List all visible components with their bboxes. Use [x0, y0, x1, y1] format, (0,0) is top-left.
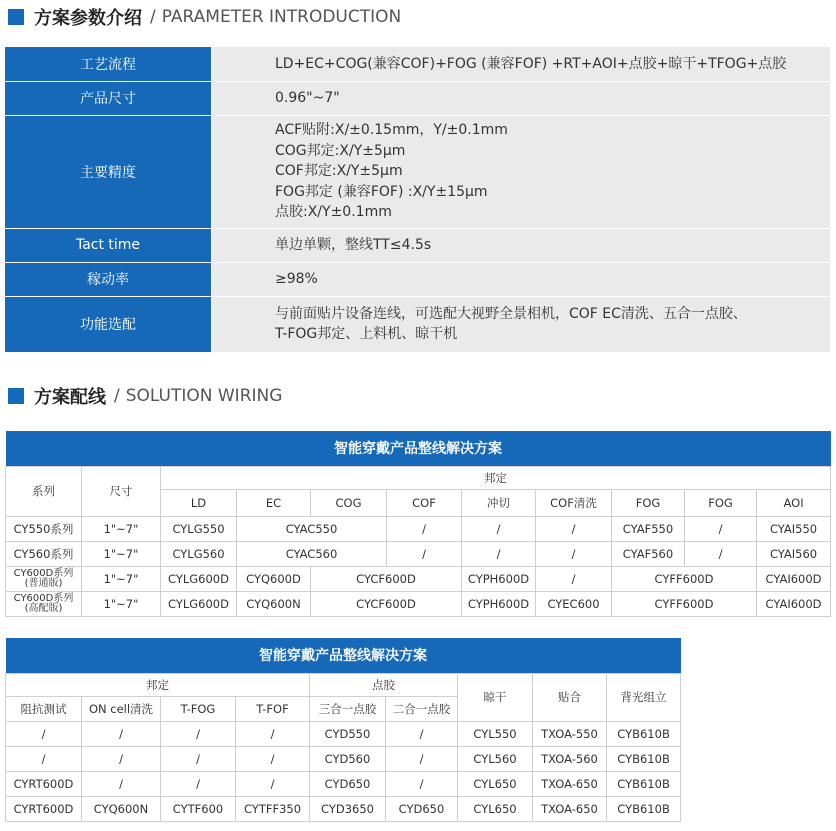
header-size: 尺寸	[82, 466, 161, 516]
section-title-cn: 方案参数介绍	[34, 8, 142, 29]
series-line: (高配版)	[24, 602, 63, 614]
cell: /	[236, 746, 310, 771]
cell: CYEC600	[536, 591, 612, 616]
param-value-line: 单边单颗，整线TT≤4.5s	[275, 236, 432, 253]
cell: CYTF600	[161, 796, 236, 821]
cell: /	[82, 746, 161, 771]
table-title: 智能穿戴产品整线解决方案	[6, 431, 831, 466]
cell: CYLG600D	[161, 591, 237, 616]
section-square-icon	[8, 9, 24, 25]
header-col: FOG	[685, 489, 757, 516]
table-row	[6, 591, 831, 616]
section-title-cn: 方案配线	[34, 387, 106, 408]
param-key: 功能选配	[5, 296, 212, 352]
header-col: 二合一点胶	[386, 696, 458, 721]
cell: CYB610B	[607, 796, 681, 821]
param-row	[5, 296, 830, 352]
cell: /	[386, 746, 458, 771]
cell: CYAI600D	[757, 566, 831, 591]
param-key: 工艺流程	[5, 47, 212, 81]
header-bond: 邦定	[161, 466, 831, 489]
header-col: T-FOG	[161, 696, 236, 721]
cell: CYAI560	[757, 541, 831, 566]
cell: /	[161, 746, 236, 771]
cell: /	[387, 541, 462, 566]
param-value	[212, 47, 831, 81]
cell: CYPH600D	[462, 591, 536, 616]
table-row	[6, 566, 831, 591]
header-col: ON cell清洗	[82, 696, 161, 721]
param-row	[5, 262, 830, 296]
section-title-en: PARAMETER INTRODUCTION	[161, 7, 402, 27]
section-header-parameter	[8, 4, 401, 30]
header-bond: 邦定	[6, 673, 310, 696]
cell: CYLG560	[161, 541, 237, 566]
cell: CYD3650	[310, 796, 386, 821]
cell: CYL650	[458, 771, 533, 796]
param-value-line: ≥98%	[275, 270, 318, 287]
table-row	[6, 746, 681, 771]
cell: 1"~7"	[82, 541, 161, 566]
header-col: 三合一点胶	[310, 696, 386, 721]
param-value	[212, 262, 831, 296]
header-attach: 贴合	[533, 673, 607, 721]
parameter-table	[5, 47, 830, 353]
param-value	[212, 228, 831, 262]
header-backlight: 背光组立	[607, 673, 681, 721]
header-col: FOG	[612, 489, 685, 516]
cell: /	[161, 721, 236, 746]
header-col: AOI	[757, 489, 831, 516]
param-row	[5, 81, 830, 115]
cell: 1"~7"	[82, 591, 161, 616]
cell: CYRT600D	[6, 771, 82, 796]
cell: CYAI600D	[757, 591, 831, 616]
cell: TXOA-550	[533, 721, 607, 746]
section-header-wiring	[8, 383, 282, 409]
param-value-line: 与前面贴片设备连线，可选配大视野全景相机，COF EC清洗、五合一点胶、	[275, 305, 747, 322]
table-header-row	[6, 673, 681, 696]
param-row	[5, 228, 830, 262]
param-value	[212, 115, 831, 228]
header-col: COF清洗	[536, 489, 612, 516]
param-value	[212, 296, 831, 352]
cell: CYQ600N	[237, 591, 311, 616]
header-dry: 晾干	[458, 673, 533, 721]
param-value-line: FOG邦定 (兼容FOF) :X/Y±15μm	[275, 183, 488, 200]
cell: CYLG600D	[161, 566, 237, 591]
param-key: 产品尺寸	[5, 81, 212, 115]
param-key: Tact time	[5, 228, 212, 262]
cell: CYAF560	[612, 541, 685, 566]
cell: CYFF600D	[612, 566, 757, 591]
cell: CYCF600D	[311, 566, 462, 591]
cell: /	[387, 516, 462, 541]
cell: 1"~7"	[82, 516, 161, 541]
cell: /	[236, 771, 310, 796]
cell: CYL550	[458, 721, 533, 746]
cell: 1"~7"	[82, 566, 161, 591]
param-value	[212, 81, 831, 115]
cell: CYD650	[310, 771, 386, 796]
cell: /	[386, 771, 458, 796]
cell: CYQ600D	[237, 566, 311, 591]
cell: /	[82, 771, 161, 796]
header-col: COF	[387, 489, 462, 516]
series-line: CY600D系列	[13, 592, 74, 604]
param-key: 主要精度	[5, 115, 212, 228]
cell: CYAC550	[237, 516, 387, 541]
cell: CY550系列	[6, 516, 82, 541]
param-row	[5, 115, 830, 228]
cell: CYAC560	[237, 541, 387, 566]
cell: /	[536, 566, 612, 591]
header-series: 系列	[6, 466, 82, 516]
table-row	[6, 516, 831, 541]
header-col: LD	[161, 489, 237, 516]
param-value-line: COF邦定:X/Y±5μm	[275, 163, 403, 180]
cell: CYD650	[386, 796, 458, 821]
cell: /	[536, 516, 612, 541]
table-title: 智能穿戴产品整线解决方案	[6, 638, 681, 673]
param-value-line: 0.96"~7"	[275, 89, 340, 106]
table-header-row	[6, 466, 831, 489]
series-line: (普通版)	[24, 577, 63, 589]
cell: CYD560	[310, 746, 386, 771]
table-row	[6, 721, 681, 746]
header-col: EC	[237, 489, 311, 516]
wiring-table-2	[5, 638, 681, 822]
header-col: T-FOF	[236, 696, 310, 721]
cell: /	[462, 541, 536, 566]
cell: TXOA-650	[533, 771, 607, 796]
table-title-row	[6, 431, 831, 466]
cell: /	[6, 721, 82, 746]
cell: CYLG550	[161, 516, 237, 541]
cell: CYB610B	[607, 771, 681, 796]
table-title-row	[6, 638, 681, 673]
param-value-line: 点胶:X/Y±0.1mm	[275, 204, 392, 221]
wiring-table-1	[5, 431, 831, 617]
table-row	[6, 796, 681, 821]
header-col: 阻抗测试	[6, 696, 82, 721]
param-value-line: ACF贴附:X/±0.15mm，Y/±0.1mm	[275, 122, 508, 139]
cell: TXOA-560	[533, 746, 607, 771]
cell	[6, 591, 82, 616]
cell: /	[236, 721, 310, 746]
cell: CYD550	[310, 721, 386, 746]
cell: CYQ600N	[82, 796, 161, 821]
table-row	[6, 771, 681, 796]
cell: CY560系列	[6, 541, 82, 566]
cell: CYAF550	[612, 516, 685, 541]
param-row	[5, 47, 830, 81]
param-value-line: COG邦定:X/Y±5μm	[275, 142, 406, 159]
cell: CYRT600D	[6, 796, 82, 821]
cell: /	[685, 541, 757, 566]
cell: CYB610B	[607, 746, 681, 771]
param-value-line: T-FOG邦定、上料机、晾干机	[275, 326, 458, 342]
cell: CYB610B	[607, 721, 681, 746]
cell: /	[536, 541, 612, 566]
cell: /	[386, 721, 458, 746]
cell: CYFF600D	[612, 591, 757, 616]
cell: CYL650	[458, 796, 533, 821]
header-col: 冲切	[462, 489, 536, 516]
cell: /	[6, 746, 82, 771]
cell: CYTFF350	[236, 796, 310, 821]
section-separator: /	[114, 386, 120, 406]
section-title-en: SOLUTION WIRING	[125, 386, 283, 406]
cell: /	[82, 721, 161, 746]
table-row	[6, 541, 831, 566]
param-key: 稼动率	[5, 262, 212, 296]
cell: /	[462, 516, 536, 541]
section-separator: /	[150, 7, 156, 27]
cell	[6, 566, 82, 591]
section-square-icon	[8, 388, 24, 404]
series-line: CY600D系列	[13, 567, 74, 579]
cell: TXOA-650	[533, 796, 607, 821]
cell: /	[685, 516, 757, 541]
cell: CYAI550	[757, 516, 831, 541]
cell: /	[161, 771, 236, 796]
param-value-line: LD+EC+COG(兼容COF)+FOG (兼容FOF) +RT+AOI+点胶+晾干+TFOG+点胶	[275, 55, 787, 72]
cell: CYCF600D	[311, 591, 462, 616]
header-col: COG	[311, 489, 387, 516]
cell: CYPH600D	[462, 566, 536, 591]
cell: CYL560	[458, 746, 533, 771]
header-glue: 点胶	[310, 673, 458, 696]
